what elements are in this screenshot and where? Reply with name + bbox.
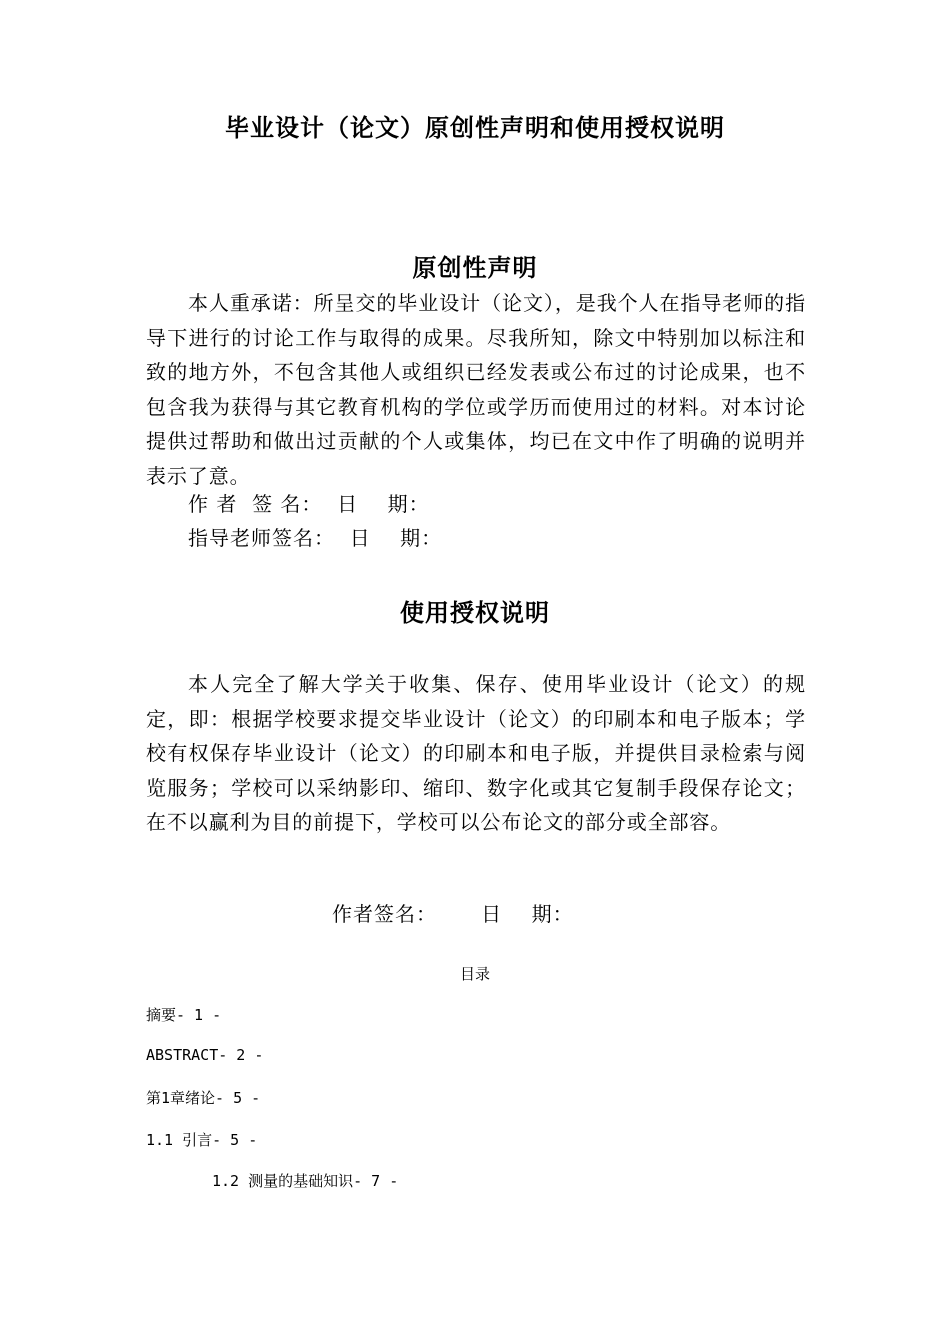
document-title: 毕业设计（论文）原创性声明和使用授权说明	[225, 114, 725, 142]
toc-item-chapter-1[interactable]: 第1章绪论- 5 -	[146, 1089, 261, 1107]
authorization-author-signature-line: 作者签名： 日 期：	[332, 902, 574, 926]
authorization-heading: 使用授权说明	[400, 599, 550, 627]
toc-title: 目录	[459, 965, 490, 983]
authorization-statement: 本人完全了解大学关于收集、保存、使用毕业设计（论文）的规定，即：根据学校要求提交毕业设计（论文）的印刷本和电子版本；学校有权保存毕业设计（论文）的印刷本和电子版，并提供目录检索与阅览服务；学校可以采纳影印、缩印、数字化或其它复制手段保存论文；在不以赢利为目的前提下，学校可以公布论文的部分或全部容。	[146, 672, 806, 834]
originality-statement: 本人重承诺：所呈交的毕业设计（论文），是我个人在指导老师的指导下进行的讨论工作与取得的成果。尽我所知，除文中特别加以标注和致的地方外，不包含其他人或组织已经发表或公布过的讨论成果，也不包含我为获得与其它教育机构的学位或学历而使用过的材料。对本讨论提供过帮助和做出过贡献的个人或集体，均已在文中作了明确的说明并表示了意。	[146, 291, 806, 488]
toc-item-abstract-en[interactable]: ABSTRACT- 2 -	[146, 1046, 264, 1064]
advisor-signature-line: 指导老师签名： 日 期：	[188, 526, 443, 550]
toc-item-section-1-2[interactable]: 1.2 测量的基础知识- 7 -	[212, 1172, 399, 1190]
originality-author-signature-line: 作 者 签 名： 日 期：	[188, 492, 430, 516]
originality-heading: 原创性声明	[412, 254, 538, 282]
toc-item-abstract-cn[interactable]: 摘要- 1 -	[146, 1006, 222, 1024]
toc-item-section-1-1[interactable]: 1.1 引言- 5 -	[146, 1131, 258, 1149]
